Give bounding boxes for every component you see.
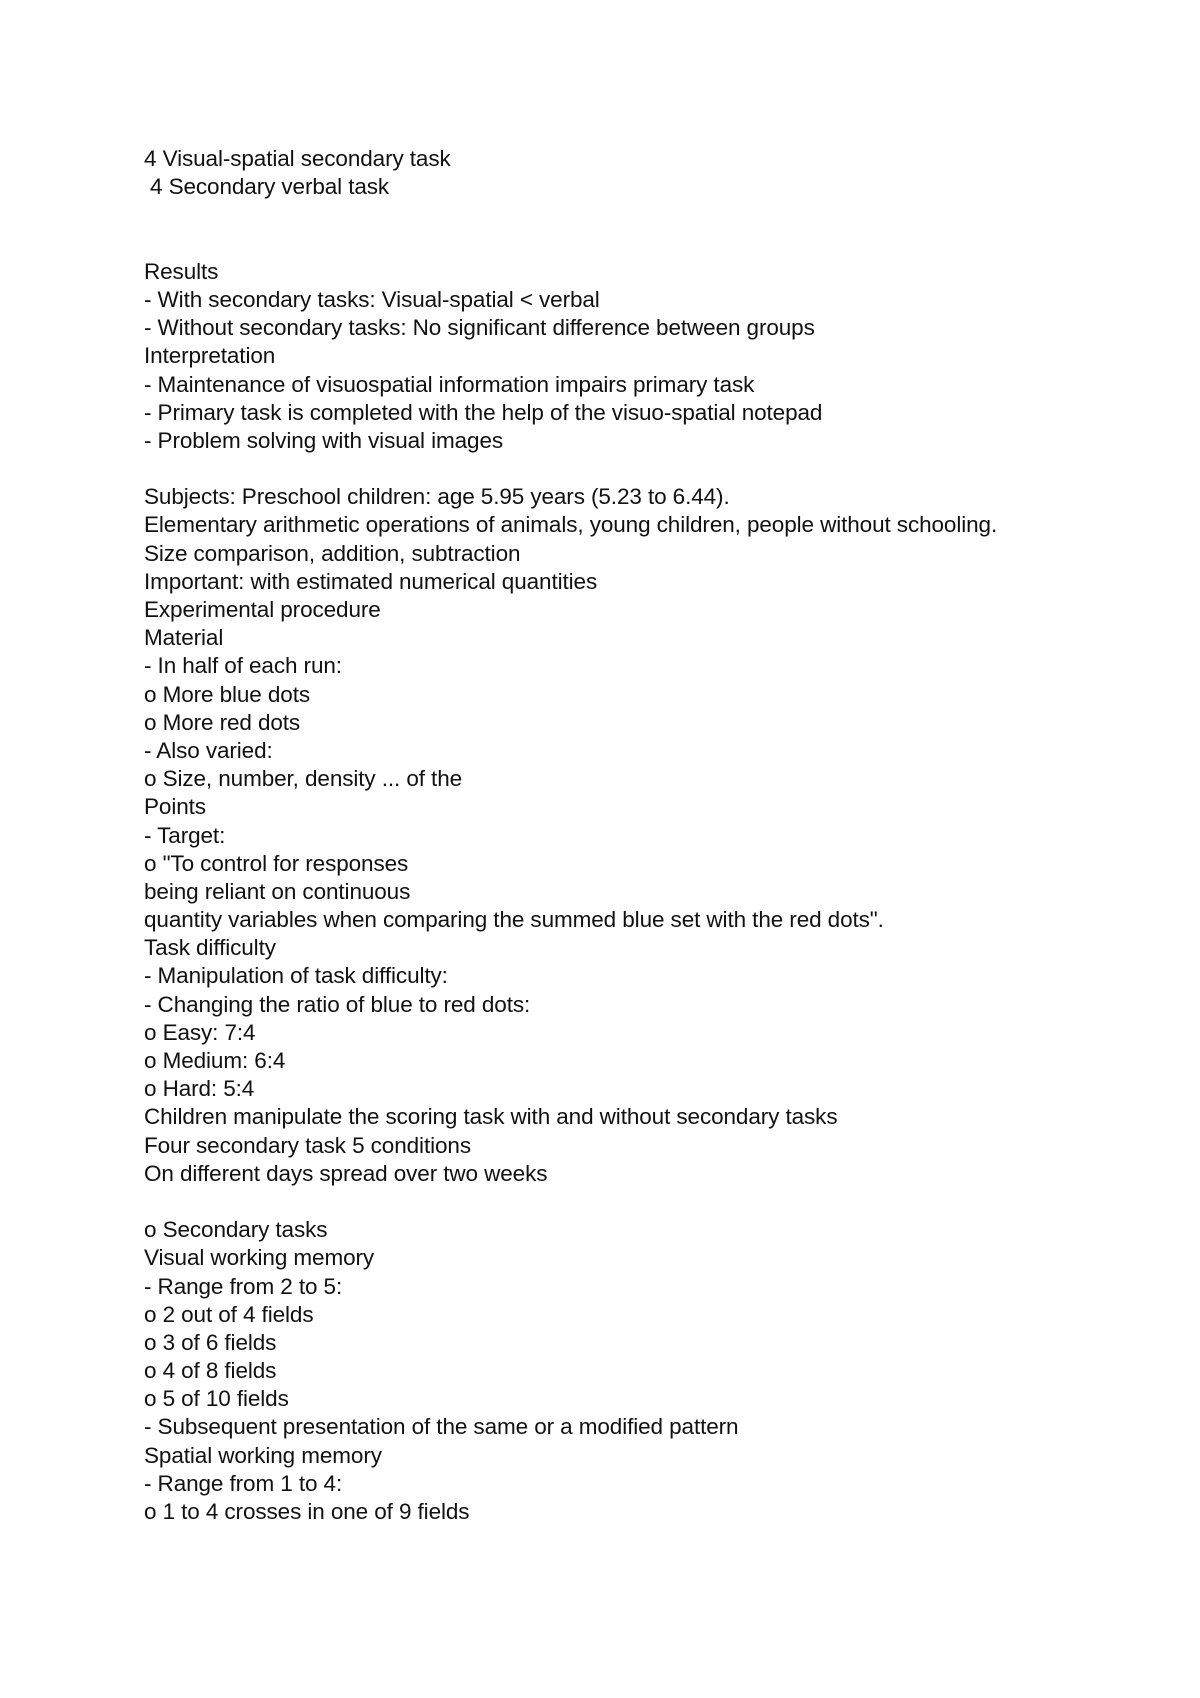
- text-line: - Range from 1 to 4:: [144, 1470, 343, 1496]
- text-line: o 1 to 4 crosses in one of 9 fields: [144, 1499, 470, 1525]
- text-line: - Primary task is completed with the help of the visuo-spatial notepad: [144, 399, 823, 425]
- text-line: being reliant on continuous: [144, 878, 411, 904]
- text-line: Important: with estimated numerical quantities: [144, 568, 598, 594]
- text-line: Four secondary task 5 conditions: [144, 1132, 471, 1158]
- text-line: o Medium: 6:4: [144, 1048, 286, 1074]
- section-heading-experimental-procedure: Experimental procedure: [144, 597, 381, 623]
- text-line: o More red dots: [144, 709, 301, 735]
- text-line: - Changing the ratio of blue to red dots:: [144, 991, 531, 1017]
- text-line: - Subsequent presentation of the same or a modified pattern: [144, 1414, 739, 1440]
- section-heading-visual-working-memory: Visual working memory: [144, 1245, 375, 1271]
- section-heading-results: Results: [144, 258, 219, 284]
- blank-space: [144, 1188, 1044, 1216]
- text-line: 4 Secondary verbal task: [150, 174, 390, 200]
- text-line: - Target:: [144, 822, 226, 848]
- text-line: o Size, number, density ... of the: [144, 766, 463, 792]
- text-line: Children manipulate the scoring task with and without secondary tasks: [144, 1104, 838, 1130]
- text-line: - Maintenance of visuospatial information impairs primary task: [144, 371, 755, 397]
- text-line: - Also varied:: [144, 737, 273, 763]
- text-line: o "To control for responses: [144, 850, 409, 876]
- text-line: o 2 out of 4 fields: [144, 1301, 314, 1327]
- text-line: o More blue dots: [144, 681, 310, 707]
- text-paragraph: Elementary arithmetic operations of animals, young children, people without schooling.: [144, 512, 998, 538]
- section-heading-spatial-working-memory: Spatial working memory: [144, 1442, 382, 1468]
- text-line: - Manipulation of task difficulty:: [144, 963, 448, 989]
- text-line: Points: [144, 794, 206, 820]
- text-line: o 4 of 8 fields: [144, 1358, 277, 1384]
- text-line: - Without secondary tasks: No significant difference between groups: [144, 315, 815, 341]
- blank-space: [144, 201, 1044, 257]
- text-line: o Hard: 5:4: [144, 1076, 255, 1102]
- section-heading-task-difficulty: Task difficulty: [144, 935, 276, 961]
- text-line: Subjects: Preschool children: age 5.95 years (5.23 to 6.44).: [144, 484, 730, 510]
- text-line: On different days spread over two weeks: [144, 1160, 548, 1186]
- text-line: - Problem solving with visual images: [144, 427, 504, 453]
- document-body: [144, 145, 1044, 1526]
- text-line: o Easy: 7:4: [144, 1019, 256, 1045]
- text-line: quantity variables when comparing the summed blue set with the red dots".: [144, 907, 884, 933]
- text-line: - In half of each run:: [144, 653, 342, 679]
- section-heading-material: Material: [144, 625, 224, 651]
- text-line: o Secondary tasks: [144, 1217, 328, 1243]
- section-heading-interpretation: Interpretation: [144, 343, 276, 369]
- text-line: o 5 of 10 fields: [144, 1386, 289, 1412]
- text-line: o 3 of 6 fields: [144, 1329, 277, 1355]
- text-line: 4 Visual-spatial secondary task: [144, 146, 451, 171]
- text-line: - With secondary tasks: Visual-spatial < verbal: [144, 286, 600, 312]
- text-line: Size comparison, addition, subtraction: [144, 540, 521, 566]
- blank-space: [144, 455, 1044, 483]
- text-line: - Range from 2 to 5:: [144, 1273, 343, 1299]
